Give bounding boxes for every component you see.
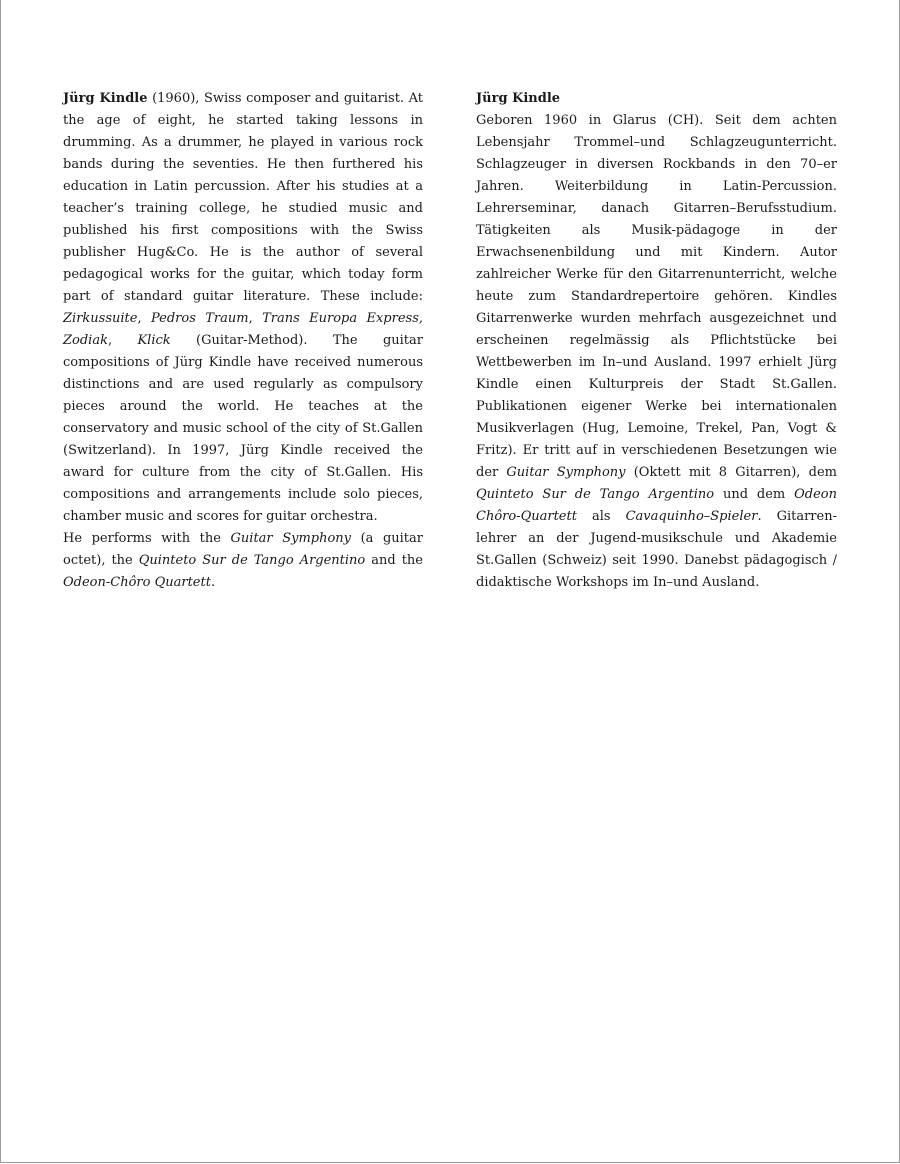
german-text: und dem — [714, 487, 795, 502]
english-text: . — [210, 575, 216, 590]
english-paragraph-2 — [63, 528, 423, 594]
separator: , — [137, 311, 151, 326]
ensemble-name: Quinteto Sur de Tango Argentino — [138, 553, 366, 568]
separator: , — [107, 333, 138, 348]
german-text: Geboren 1960 in Glarus (CH). Seit dem achten Lebensjahr Trommel–und Schlagzeugunterricht. Schlagzeuger in diversen Rockbands in den 70–er Jahren. Weiterbildung in Latin-Percussion. Lehrerseminar, danach Gitarren–Berufsstudium. Tätigkeiten als Musik-pädagoge in der Erwachsenenbildung und mit Kindern. Autor zahlreicher Werke für den Gitarrenunterricht, welche heute zum Standardrepertoire gehören. Kindles Gitarrenwerke wurden mehrfach ausgezeichnet und erscheinen regelmässig als Pflichtstücke bei Wettbewerben im In–und Ausland. 1997 erhielt Jürg Kindle einen Kulturpreis der Stadt St.Gallen. Publikationen eigener Werke bei internationalen Musikverlagen (Hug, Lemoine, Trekel, Pan, Vogt & Fritz). Er tritt auf in verschiedenen Besetzungen wie der — [476, 113, 837, 480]
ensemble-name: Odeon Chôro-Quartett — [476, 487, 837, 524]
german-text: als — [576, 509, 626, 524]
english-paragraph-1 — [63, 88, 423, 528]
work-title: Klick — [137, 333, 171, 348]
work-title: Zodiak — [63, 333, 108, 348]
german-heading: Jürg Kindle — [476, 91, 561, 106]
separator: , — [248, 311, 263, 326]
ensemble-name: Guitar Symphony — [506, 465, 626, 480]
ensemble-name: Quinteto Sur de Tango Argentino — [476, 487, 715, 502]
english-text: (1960), Swiss composer and guitarist. At the age of eight, he started taking lessons in drumming. As a drummer, he played in various rock bands during the seventies. He then furthered his education in Latin percussion. After his studies at a teacher’s training college, he studied music and published his first compositions with the Swiss publisher Hug&Co. He is the author of several pedagogical works for the guitar, which today form part of standard guitar literature. These include: — [63, 91, 424, 304]
composer-name: Jürg Kindle — [63, 91, 148, 106]
work-title: Pedros Traum — [150, 311, 249, 326]
german-text: . Gitarrenlehrer an der Jugend-musikschule und Akademie St.Gallen (Schweiz) seit 1990. Danebst pädagogisch / didaktische Workshops im In–und Ausland. — [476, 509, 837, 590]
english-text: (a guitar octet), the — [63, 531, 423, 568]
ensemble-name: Odeon-Chôro Quartett — [63, 575, 211, 590]
ensemble-name: Guitar Symphony — [230, 531, 352, 546]
english-text: He performs with the — [63, 531, 231, 546]
english-biography — [63, 88, 423, 594]
german-paragraph — [476, 110, 837, 594]
instrument-role: Cavaquinho–Spieler — [625, 509, 758, 524]
work-title: Zirkussuite — [63, 311, 138, 326]
english-text: (Guitar-Method). The guitar compositions of Jürg Kindle have received numerous distinctions and are used regularly as compulsory pieces around the world. He teaches at the conservatory and music school of the city of St.Gallen (Switzerland). In 1997, Jürg Kindle received the award for culture from the city of St.Gallen. His compositions and arrangements include solo pieces, chamber music and scores for guitar orchestra. — [63, 333, 423, 524]
work-title: Trans Europa Express — [262, 311, 419, 326]
english-text: and the — [365, 553, 423, 568]
german-text: (Oktett mit 8 Gitarren), dem — [625, 465, 837, 480]
separator: , — [418, 311, 424, 326]
german-biography — [476, 88, 837, 594]
